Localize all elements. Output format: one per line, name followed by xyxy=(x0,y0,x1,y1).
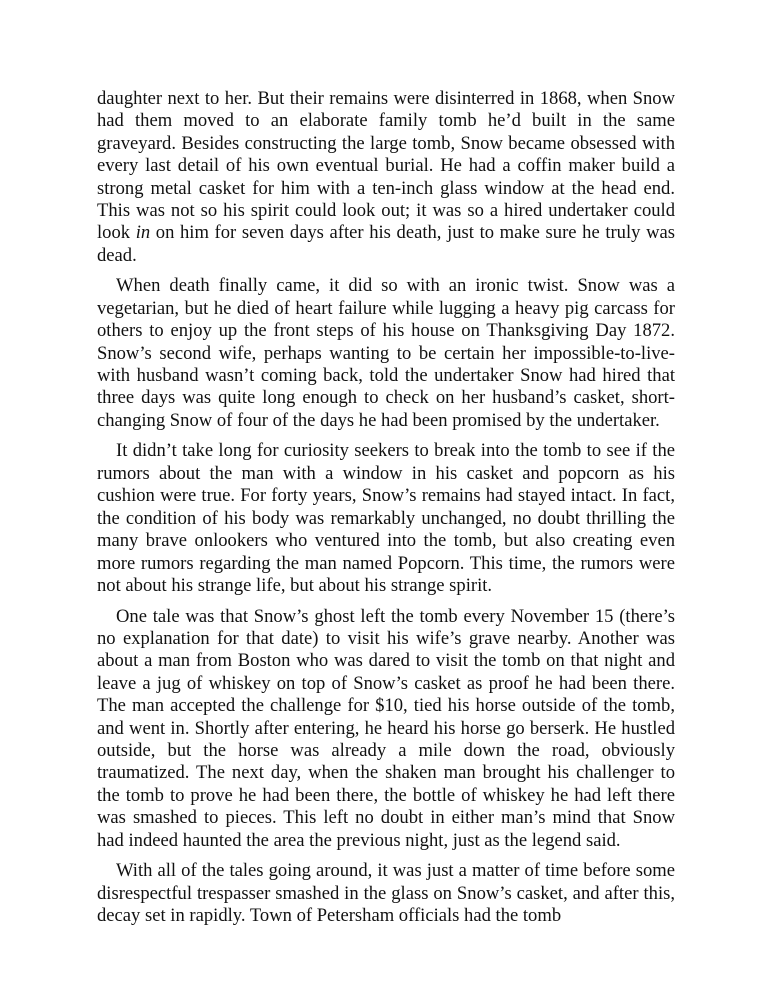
paragraph-text-after-emphasis: on him for seven days after his death, just to make sure he truly was dead. xyxy=(97,222,675,266)
paragraph-text-before-emphasis: daughter next to her. But their remains were disinterred in 1868, when Snow had them moved to an elaborate family tomb he’d built in the same graveyard. Besides constructing the large tomb, Snow became obsessed with every last detail of his own eventual burial. He had a coffin maker build a strong metal casket for him with a ten-inch glass window at the head end. This was not so his spirit could look out; it was so a hired undertaker could look xyxy=(97,88,675,244)
paragraph-curiosity-seekers: It didn’t take long for curiosity seekers to break into the tomb to see if the rumors about the man with a window in his casket and popcorn as his cushion were true. For forty years, Snow’s remains had stayed intact. In fact, the condition of his body was remarkably unchanged, no doubt thrilling the many brave onlookers who ventured into the tomb, but also creating even more rumors regarding the man named Popcorn. This time, the rumors were not about his strange life, but about his strange spirit. xyxy=(97,440,675,596)
paragraph-death: When death finally came, it did so with an ironic twist. Snow was a vegetarian, but he died of heart failure while lugging a heavy pig carcass for others to enjoy up the front steps of his house on Thanksgiving Day 1872. Snow’s second wife, perhaps wanting to be certain her impossible-to-live-with husband wasn’t coming back, told the undertaker Snow had hired that three days was quite long enough to check on her husband’s casket, short-changing Snow of four of the days he had been promised by the undertaker. xyxy=(97,275,675,431)
paragraph-burial-details xyxy=(97,88,675,267)
emphasized-word: in xyxy=(135,222,151,244)
paragraph-ghost-tale: One tale was that Snow’s ghost left the tomb every November 15 (there’s no explanation for that date) to visit his wife’s grave nearby. Another was about a man from Boston who was dared to visit the tomb on that night and leave a jug of whiskey on top of Snow’s casket as proof he had been there. The man accepted the challenge for $10, tied his horse outside of the tomb, and went in. Shortly after entering, he heard his horse go berserk. He hustled outside, but the horse was already a mile down the road, obviously traumatized. The next day, when the shaken man brought his challenger to the tomb to prove he had been there, the bottle of whiskey he had left there was smashed to pieces. This left no doubt in either man’s mind that Snow had indeed haunted the area the previous night, just as the legend said. xyxy=(97,605,675,851)
book-page xyxy=(97,88,675,936)
paragraph-decay: With all of the tales going around, it was just a matter of time before some disrespectful trespasser smashed in the glass on Snow’s casket, and after this, decay set in rapidly. Town of Petersham officials had the tomb xyxy=(97,860,675,926)
